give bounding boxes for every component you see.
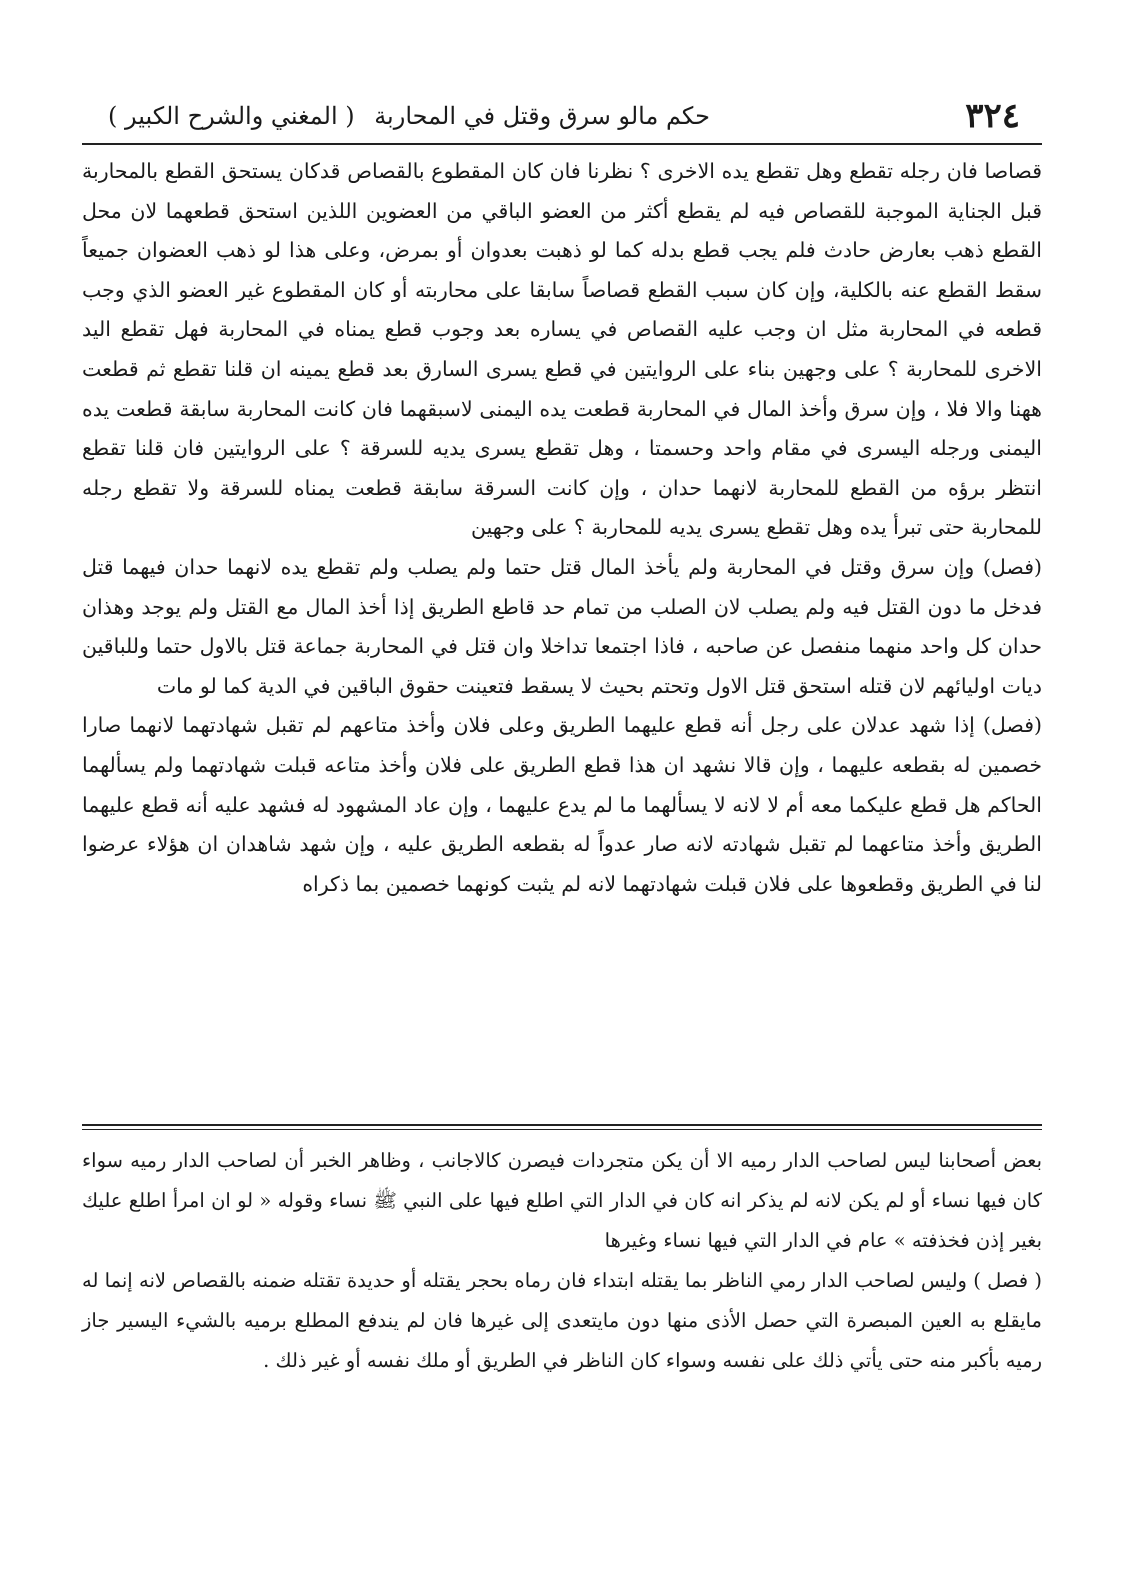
sharh-paragraph: ( فصل ) وليس لصاحب الدار رمي الناظر بما يقتله ابتداء فان رماه بحجر يقتله أو حديدة تقتله ضمنه بالقصاص لانه إنما له مايقلع به العين المبصرة التي حصل الأذى منها دون مايتعدى إلى غيرها فان لم يندفع المطلع برميه بالشيء اليسير جاز رميه بأكبر منه حتى يأتي ذلك على نفسه وسواء كان الناظر في الطريق أو ملك نفسه أو غير ذلك . [82, 1269, 1042, 1372]
sharh-text [82, 1141, 1042, 1381]
main-text [82, 152, 1042, 904]
book-title: ( المغني والشرح الكبير ) [108, 102, 355, 130]
header-rule [82, 143, 1042, 145]
main-paragraph: (فصل) وإن سرق وقتل في المحاربة ولم يأخذ المال قتل حتما ولم يصلب ولم تقطع يده لانهما حدان فيهما قتل فدخل ما دون القتل فيه ولم يصلب لان الصلب من تمام حد قاطع الطريق إذا أخذ المال مع القتل ولم يوجد وهذان حدان كل واحد منهما منفصل عن صاحبه ، فاذا اجتمعا تداخلا وان قتل في المحاربة جماعة قتل بالاول حتما وللباقين ديات اوليائهم لان قتله استحق قتل الاول وتحتم بحيث لا يسقط فتعينت حقوق الباقين في الدية كما لو مات [82, 554, 1042, 698]
main-paragraph: قصاصا فان رجله تقطع وهل تقطع يده الاخرى ؟ نظرنا فان كان المقطوع بالقصاص قدكان يستحق القطع بالمحاربة قبل الجناية الموجبة للقصاص فيه لم يقطع أكثر من العضو الباقي من العضوين اللذين استحق قطعهما لان محل القطع ذهب بعارض حادث فلم يجب قطع بدله كما لو ذهبت بعدوان أو بمرض، وعلى هذا لو ذهب العضوان جميعاً سقط القطع عنه بالكلية، وإن كان سبب القطع قصاصاً سابقا على محاربته أو كان المقطوع غير العضو الذي وجب قطعه في المحاربة مثل ان وجب عليه القصاص في يساره بعد وجوب قطع يمناه في المحاربة فهل تقطع اليد الاخرى للمحاربة ؟ على وجهين بناء على الروايتين في قطع يسرى السارق بعد قطع يمينه ان قلنا تقطع ثم قطعت ههنا والا فلا ، وإن سرق وأخذ المال في المحاربة قطعت يده اليمنى لاسبقهما فان كانت المحاربة سابقة قطعت يده اليمنى ورجله اليسرى في مقام واحد وحسمتا ، وهل تقطع يسرى يديه للسرقة ؟ على الروايتين فان قلنا تقطع انتظر برؤه من القطع للمحاربة لانهما حدان ، وإن كانت السرقة سابقة قطعت يمناه للسرقة ولا تقطع رجله للمحاربة حتى تبرأ يده وهل تقطع يسرى يديه للمحاربة ؟ على وجهين [82, 159, 1042, 540]
sharh-paragraph: بعض أصحابنا ليس لصاحب الدار رميه الا أن يكن متجردات فيصرن كالاجانب ، وظاهر الخبر أن لصاحب الدار رميه سواء كان فيها نساء أو لم يكن لانه لم يذكر انه كان في الدار التي اطلع فيها على النبي ﷺ نساء وقوله « لو ان امرأ اطلع عليك بغير إذن فخذفته » عام في الدار التي فيها نساء وغيرها [82, 1149, 1042, 1252]
section-divider [82, 1124, 1042, 1130]
page-number: ٣٢٤ [965, 96, 1020, 136]
main-paragraph: (فصل) إذا شهد عدلان على رجل أنه قطع عليهما الطريق وعلى فلان وأخذ متاعهم لم تقبل شهادتهما لانهما صارا خصمين له بقطعه عليهما ، وإن قالا نشهد ان هذا قطع الطريق على فلان وأخذ متاعه قبلت شهادتهما ولم يسألهما الحاكم هل قطع عليكما معه أم لا لانه لا يسألهما ما لم يدع عليهما ، وإن عاد المشهود له فشهد عليه أنه قطع عليهما الطريق وأخذ متاعهما لم تقبل شهادته لانه صار عدواً له بقطعه الطريق عليه ، وإن شهد شاهدان ان هؤلاء عرضوا لنا في الطريق وقطعوها على فلان قبلت شهادتهما لانه لم يثبت كونهما خصمين بما ذكراه [82, 713, 1042, 896]
page-header [108, 96, 1020, 146]
running-title: حكم مالو سرق وقتل في المحاربة [374, 102, 710, 130]
